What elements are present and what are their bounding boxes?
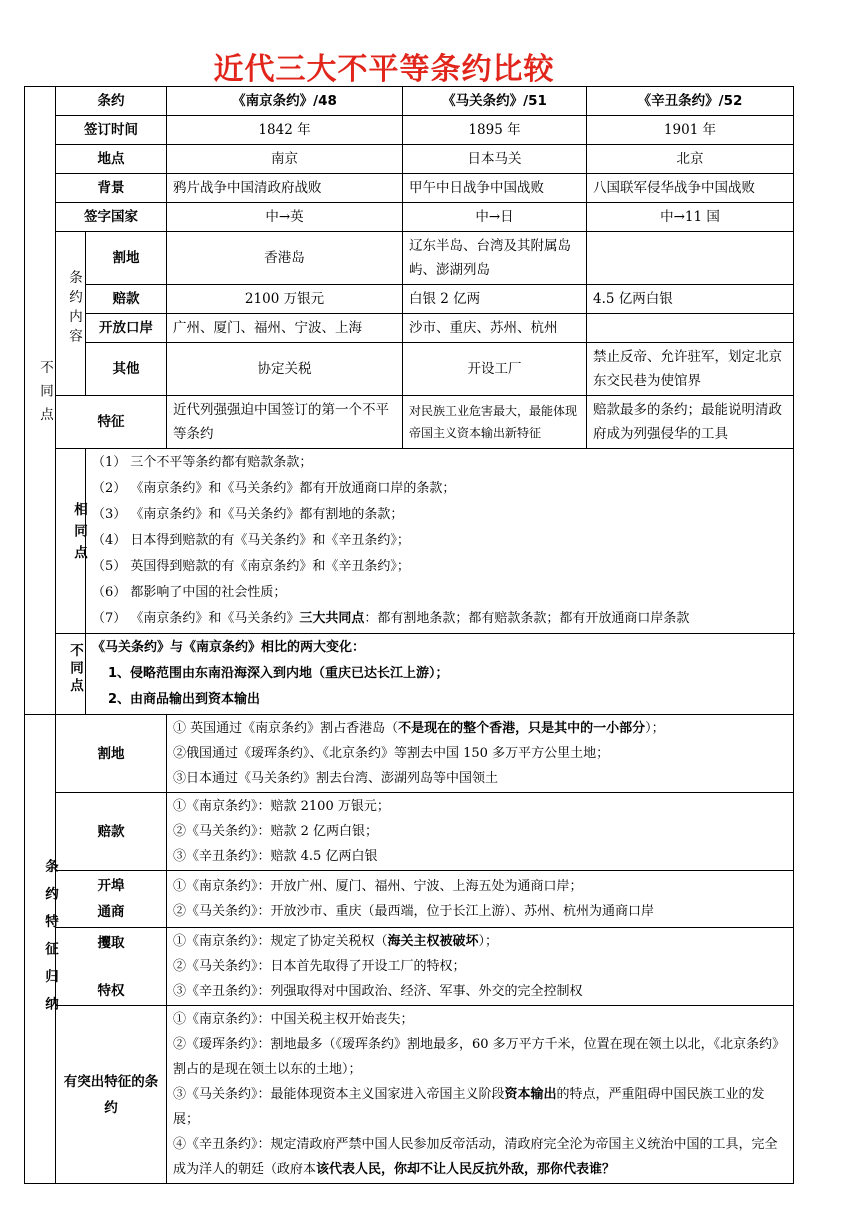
summary-indemnity-list xyxy=(167,793,794,871)
list-item: （3） 《南京条约》和《马关条约》都有割地的条款； xyxy=(92,507,404,522)
table-cell: 赔款最多的条约；最能说明清政府成为列强侵华的工具 xyxy=(587,396,794,449)
row-label: 签字国家 xyxy=(56,203,167,232)
row-label: 赔款 xyxy=(56,793,167,871)
row-label: 割地 xyxy=(86,232,167,285)
header-cell: 条约 xyxy=(56,87,167,116)
table-row xyxy=(25,314,794,343)
table-cell: 中→日 xyxy=(403,203,587,232)
table-cell: 南京 xyxy=(167,145,403,174)
summary-row-ports xyxy=(25,871,794,928)
change-side-label: 不同点 xyxy=(56,634,86,715)
header-cell: 《马关条约》/51 xyxy=(403,87,587,116)
row-label: 其他 xyxy=(86,343,167,396)
table-cell: 1842 年 xyxy=(167,116,403,145)
row-label: 背景 xyxy=(56,174,167,203)
list-item: 《马关条约》与《南京条约》相比的两大变化： xyxy=(92,640,366,655)
table-cell: 中→英 xyxy=(167,203,403,232)
table-cell: 1901 年 xyxy=(587,116,794,145)
summary-row-privilege xyxy=(25,928,794,1006)
list-item: ① 英国通过《南京条约》割占香港岛（不是现在的整个香港，只是其中的一小部分）； xyxy=(173,721,665,736)
treaty-comparison-table xyxy=(24,86,794,1184)
table-cell: 开设工厂 xyxy=(403,343,587,396)
change-row xyxy=(25,634,794,715)
list-item: （7） 《南京条约》和《马关条约》三大共同点：都有割地条款；都有赔款条款；都有开放通商口岸条款 xyxy=(92,611,690,626)
table-cell: 辽东半岛、台湾及其附属岛屿、澎湖列岛 xyxy=(403,232,587,285)
table-row xyxy=(25,174,794,203)
header-cell: 《辛丑条约》/52 xyxy=(587,87,794,116)
table-row xyxy=(25,203,794,232)
content-side-label: 条约内容 xyxy=(56,232,86,396)
diff-side-label: 不同点 xyxy=(25,87,56,715)
summary-row-land xyxy=(25,715,794,793)
table-cell: 协定关税 xyxy=(167,343,403,396)
list-item: 1、侵略范围由东南沿海深入到内地（重庆已达长江上游）； xyxy=(108,666,449,681)
table-cell: 广州、厦门、福州、宁波、上海 xyxy=(167,314,403,343)
same-points-list xyxy=(86,449,794,634)
summary-row-indemnity xyxy=(25,793,794,871)
list-item: 2、由商品输出到资本输出 xyxy=(108,692,261,707)
same-points-row xyxy=(25,449,794,634)
table-cell: 沙市、重庆、苏州、杭州 xyxy=(403,314,587,343)
row-label: 攫取 特权 xyxy=(56,928,167,1006)
table-cell: 中→11 国 xyxy=(587,203,794,232)
table-cell: 八国联军侵华战争中国战败 xyxy=(587,174,794,203)
list-item: ①《南京条约》：开放广州、厦门、福州、宁波、上海五处为通商口岸； xyxy=(173,879,583,894)
list-item: ②《马关条约》：日本首先取得了开设工厂的特权； xyxy=(173,959,466,974)
table-cell xyxy=(587,232,794,285)
table-row xyxy=(25,396,794,449)
list-item: （6） 都影响了中国的社会性质； xyxy=(92,585,287,600)
table-cell: 对民族工业危害最大，最能体现帝国主义资本输出新特征 xyxy=(403,396,587,449)
list-item: ③《马关条约》：最能体现资本主义国家进入帝国主义阶段资本输出的特点，严重阻碍中国民族工业的发展； xyxy=(173,1087,765,1127)
list-item: ②《马关条约》：赔款 2 亿两白银； xyxy=(173,824,379,839)
row-label: 地点 xyxy=(56,145,167,174)
list-item: ①《南京条约》：中国关税主权开始丧失； xyxy=(173,1012,414,1027)
table-cell: 白银 2 亿两 xyxy=(403,285,587,314)
summary-notable-list xyxy=(167,1006,794,1184)
row-label: 有突出特征的条约 xyxy=(56,1006,167,1184)
summary-land-list xyxy=(167,715,794,793)
table-cell: 2100 万银元 xyxy=(167,285,403,314)
table-row xyxy=(25,232,794,285)
table-cell: 甲午中日战争中国战败 xyxy=(403,174,587,203)
same-side-label: 相同点 xyxy=(56,449,86,634)
table-cell: 香港岛 xyxy=(167,232,403,285)
list-item: ③日本通过《马关条约》割去台湾、澎湖列岛等中国领土 xyxy=(173,771,499,786)
header-cell: 《南京条约》/48 xyxy=(167,87,403,116)
table-cell: 近代列强强迫中国签订的第一个不平等条约 xyxy=(167,396,403,449)
summary-privilege-list xyxy=(167,928,794,1006)
list-item: （4） 日本得到赔款的有《马关条约》和《辛丑条约》； xyxy=(92,533,410,548)
list-item: ③《辛丑条约》：赔款 4.5 亿两白银 xyxy=(173,849,378,864)
row-label: 割地 xyxy=(56,715,167,793)
row-label: 签订时间 xyxy=(56,116,167,145)
summary-side-label: 条约特征归纳 xyxy=(25,715,56,1184)
page-title: 近代三大不平等条约比较 xyxy=(213,52,555,87)
table-cell: 4.5 亿两白银 xyxy=(587,285,794,314)
table-cell: 日本马关 xyxy=(403,145,587,174)
table-cell: 1895 年 xyxy=(403,116,587,145)
list-item: （1） 三个不平等条约都有赔款条款； xyxy=(92,455,313,470)
list-item: （5） 英国得到赔款的有《南京条约》和《辛丑条约》； xyxy=(92,559,410,574)
list-item: ③《辛丑条约》：列强取得对中国政治、经济、军事、外交的完全控制权 xyxy=(173,984,583,999)
list-item: （2） 《南京条约》和《马关条约》都有开放通商口岸的条款； xyxy=(92,481,456,496)
list-item: ②俄国通过《瑷珲条约》、《北京条约》等割去中国 150 多万平方公里土地； xyxy=(173,746,610,761)
table-row xyxy=(25,145,794,174)
summary-ports-list xyxy=(167,871,794,928)
header-row xyxy=(25,87,794,116)
row-label: 特征 xyxy=(56,396,167,449)
table-row xyxy=(25,285,794,314)
table-cell: 禁止反帝、允许驻军，划定北京东交民巷为使馆界 xyxy=(587,343,794,396)
table-row xyxy=(25,116,794,145)
table-cell xyxy=(587,314,794,343)
list-item: ④《辛丑条约》：规定清政府严禁中国人民参加反帝活动，清政府完全沦为帝国主义统治中国的工具，完全成为洋人的朝廷（政府本该代表人民，你却不让人民反抗外敌，那你代表谁？ xyxy=(173,1137,778,1177)
table-cell: 鸦片战争中国清政府战败 xyxy=(167,174,403,203)
row-label: 开放口岸 xyxy=(86,314,167,343)
row-label: 赔款 xyxy=(86,285,167,314)
change-list xyxy=(86,634,794,715)
list-item: ①《南京条约》：赔款 2100 万银元； xyxy=(173,799,390,814)
list-item: ②《马关条约》：开放沙市、重庆（最西端，位于长江上游）、苏州、杭州为通商口岸 xyxy=(173,904,655,919)
summary-row-notable xyxy=(25,1006,794,1184)
list-item: ②《瑷珲条约》：割地最多（《瑷珲条约》割地最多，60 多万平方千米，位置在现在领土以北，《北京条约》割占的是现在领土以东的土地）； xyxy=(173,1037,786,1077)
table-row xyxy=(25,343,794,396)
row-label: 开埠 通商 xyxy=(56,871,167,928)
list-item: ①《南京条约》：规定了协定关税权（海关主权被破坏）； xyxy=(173,934,499,949)
table-cell: 北京 xyxy=(587,145,794,174)
